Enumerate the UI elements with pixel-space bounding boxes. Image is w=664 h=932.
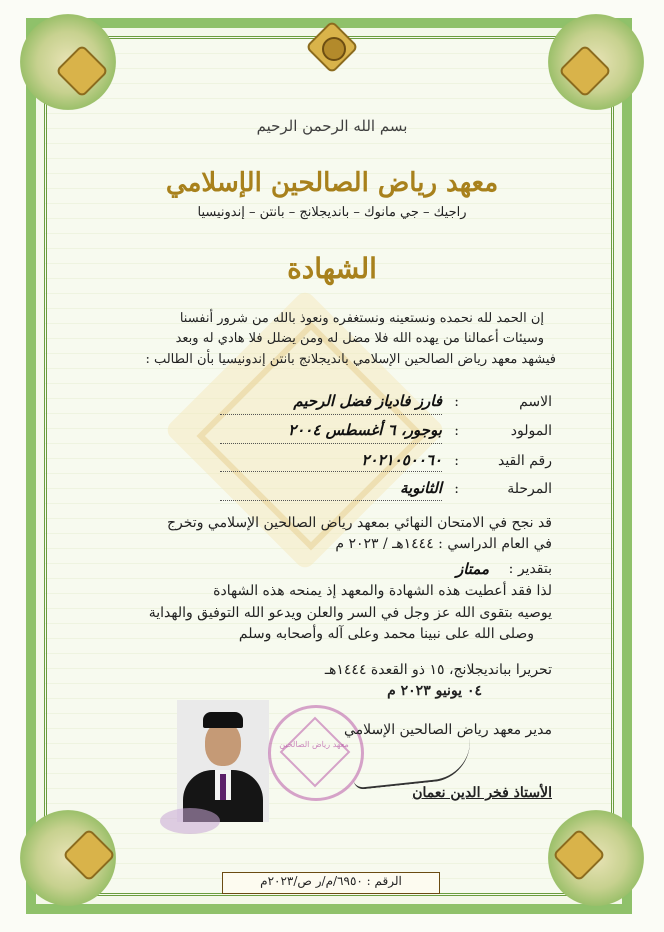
field-colon: : <box>454 453 459 469</box>
success-line-1: قد نجح في الامتحان النهائي بمعهد رياض الصالحين الإسلامي وتخرج <box>167 515 552 531</box>
field-colon: : <box>454 394 459 410</box>
director-title: مدير معهد رياض الصالحين الإسلامي <box>343 722 552 738</box>
director-name: الأستاذ فخر الدين نعمان <box>412 785 552 801</box>
field-underline <box>220 443 442 444</box>
field-value-registration: ٢٠٢١٠٥٠٠٦٠ <box>361 451 442 469</box>
field-underline <box>220 414 442 415</box>
student-photo <box>177 700 269 822</box>
field-label-registration: رقم القيد <box>497 453 552 469</box>
certificate-title: الشهادة <box>287 252 377 285</box>
success-line-2: في العام الدراسي : ١٤٤٤هـ / ٢٠٢٣ م <box>335 536 552 552</box>
top-emblem-core-icon <box>322 37 346 61</box>
closing-line-2: يوصيه بتقوى الله عز وجل في السر والعلن ويدعو الله التوفيق والهداية <box>148 605 552 621</box>
reference-number: الرقم : ٦٩٥٠/م/ر ص/٢٠٢٣م <box>260 874 402 888</box>
field-underline <box>220 471 442 472</box>
closing-line-1: لذا فقد أعطيت هذه الشهادة والمعهد إذ يمنحه هذه الشهادة <box>213 583 552 599</box>
field-colon: : <box>454 481 459 497</box>
institute-address: راجيك – جي مانوك – بانديجلانج – بانتن – إندونيسيا <box>197 205 467 220</box>
ink-smudge <box>160 808 220 834</box>
field-value-birth: بوجور، ٦ أغسطس ٢٠٠٤ <box>288 421 442 439</box>
field-value-level: الثانوية <box>400 479 442 497</box>
intro-line-3: فيشهد معهد رياض الصالحين الإسلامي بانديجلانج بانتن إندونيسيا بأن الطالب : <box>145 352 556 367</box>
basmala: بسم الله الرحمن الرحيم <box>256 117 408 135</box>
field-label-level: المرحلة <box>507 481 552 497</box>
field-colon: : <box>454 423 459 439</box>
stamp-text: معهد رياض الصالحين <box>279 740 349 749</box>
date-hijri: تحريرا ببانديجلانج، ١٥ ذو القعدة ١٤٤٤هـ <box>324 662 552 678</box>
field-label-birth: المولود <box>510 423 552 439</box>
institute-name: معهد رياض الصالحين الإسلامي <box>165 168 499 198</box>
field-underline <box>220 500 442 501</box>
closing-line-3: وصلى الله على نبينا محمد وعلى آله وأصحابه وسلم <box>238 626 534 642</box>
intro-line-1: إن الحمد لله نحمده ونستعينه ونستغفره ونعوذ بالله من شرور أنفسنا <box>179 311 544 326</box>
intro-line-2: وسيئات أعمالنا من يهده الله فلا مضل له ومن يضلل فلا هادي له وبعد <box>175 331 544 346</box>
grade-label: بتقدير : <box>508 561 552 577</box>
grade-value: ممتاز <box>455 560 489 578</box>
field-label-name: الاسم <box>519 394 552 410</box>
field-value-name: فارز فادياز فضل الرحيم <box>293 392 442 410</box>
date-gregorian: ٠٤ يونيو ٢٠٢٣ م <box>387 683 482 699</box>
